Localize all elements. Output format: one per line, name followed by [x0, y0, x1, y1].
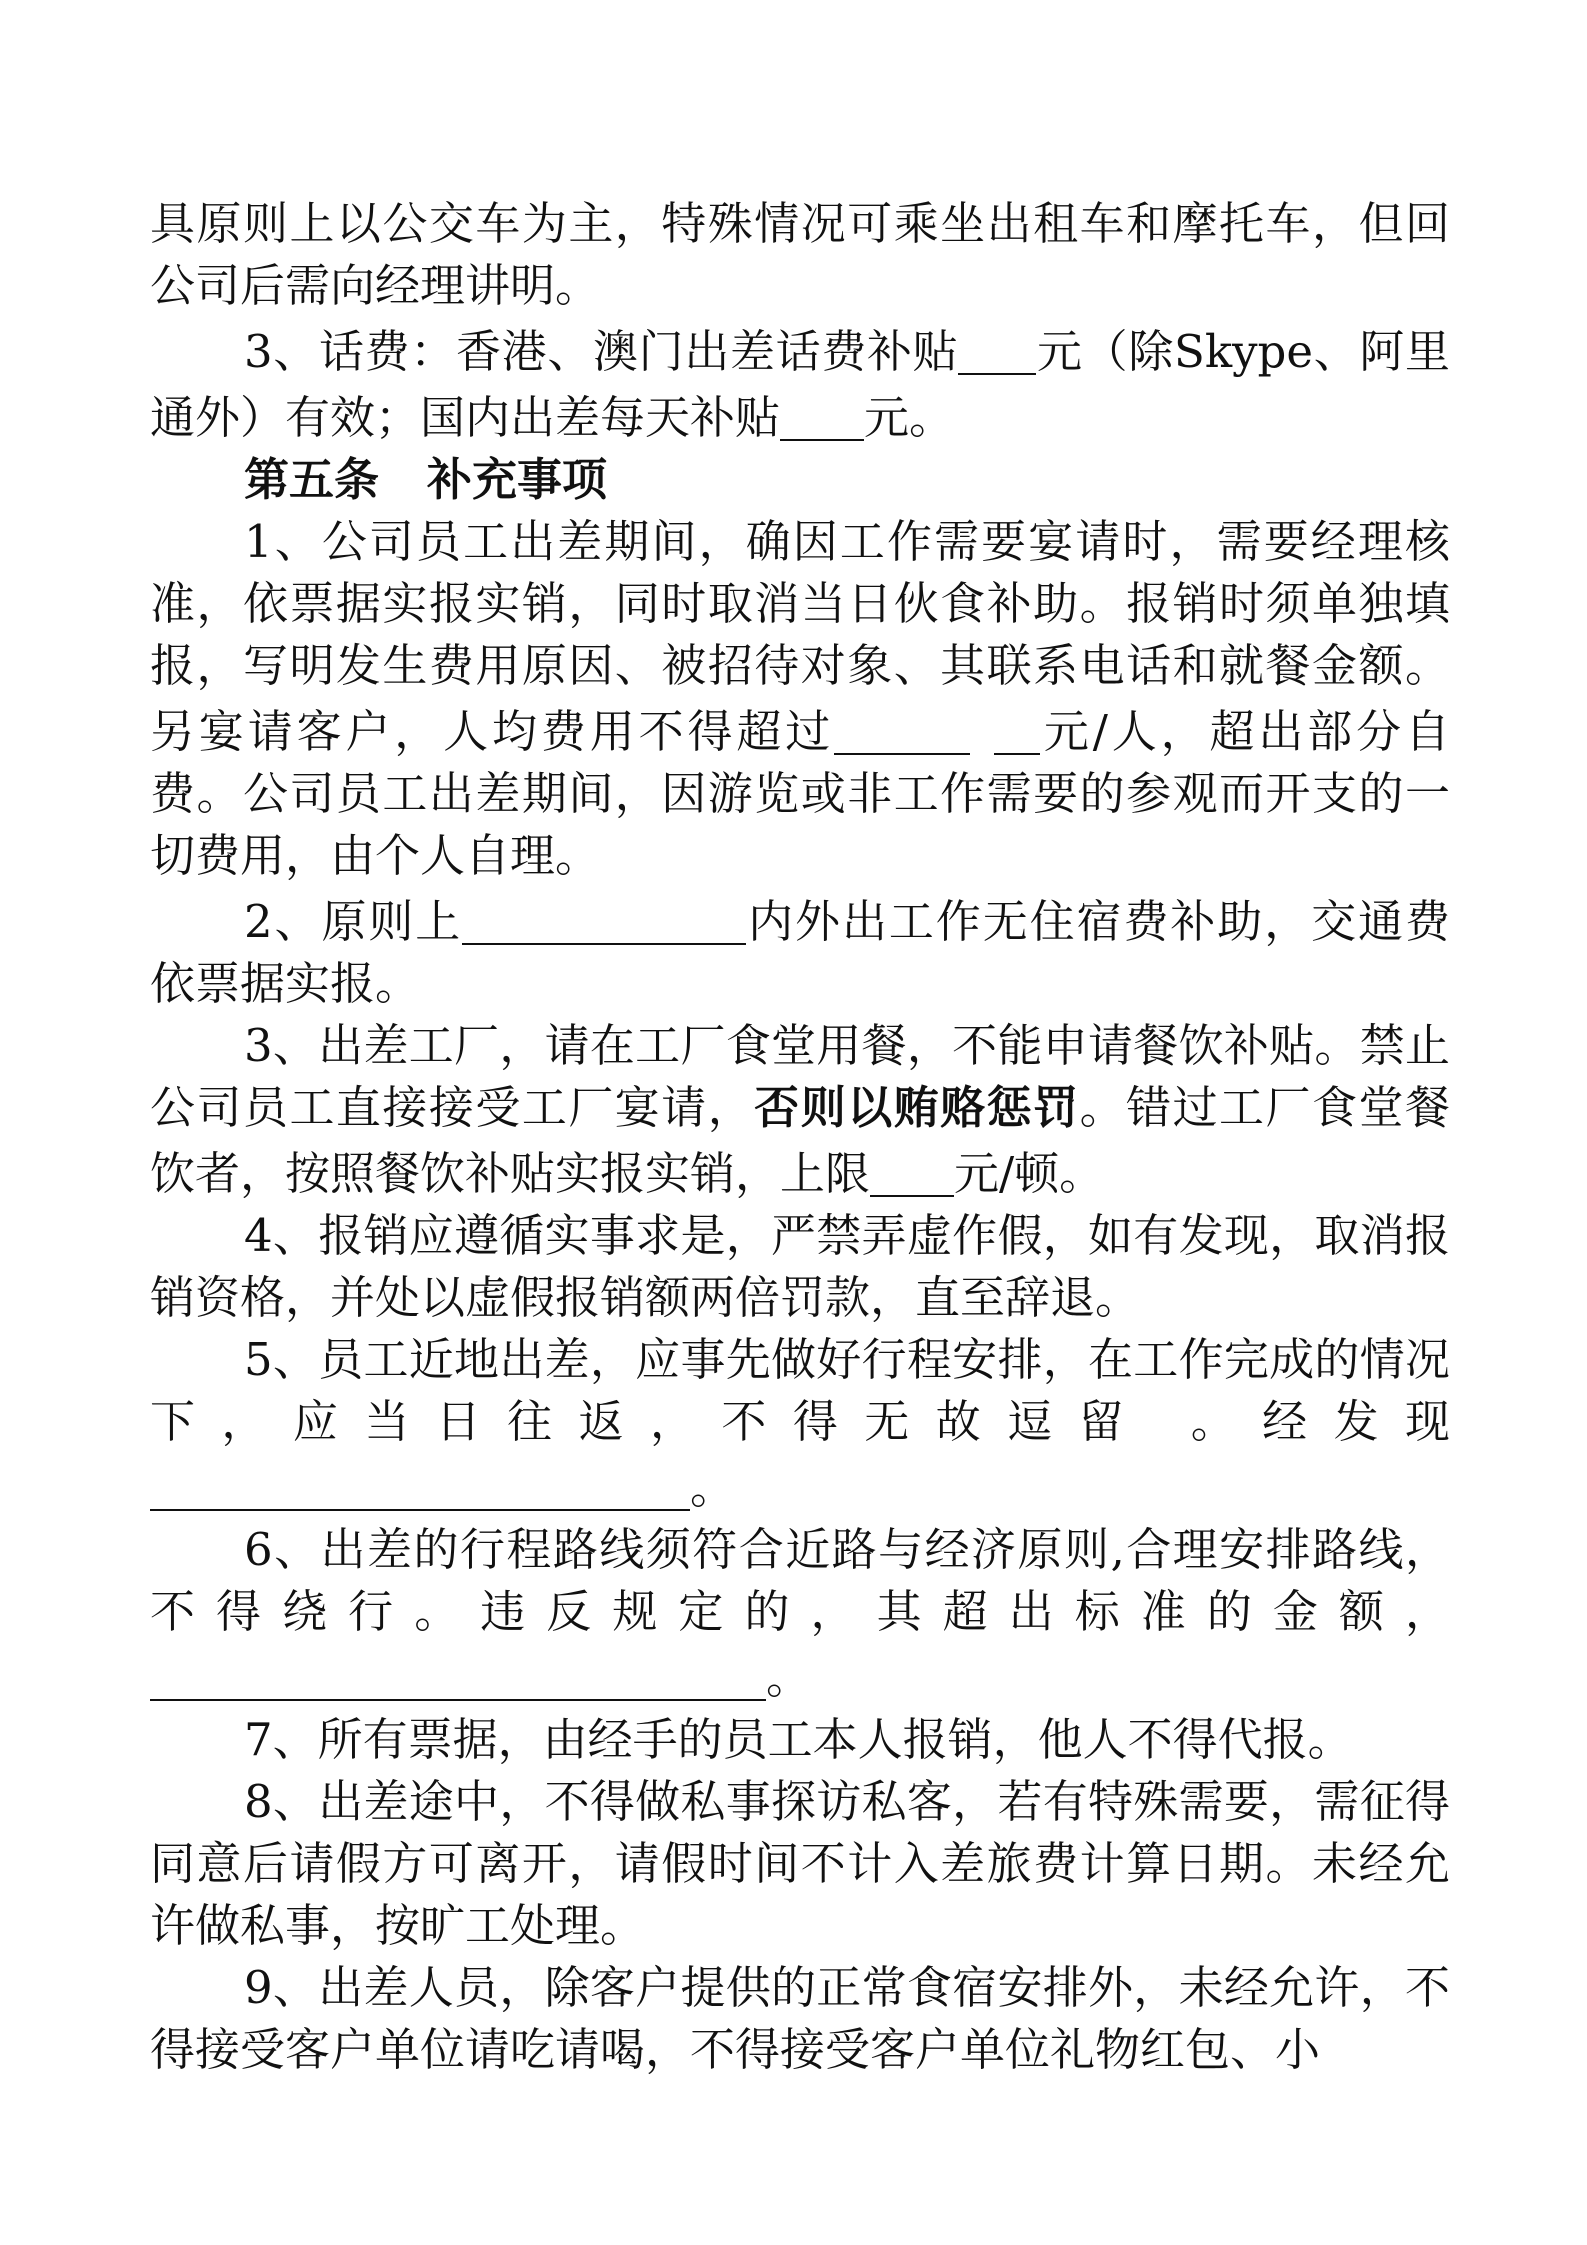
paragraph-item-4: 4、报销应遵循实事求是，严禁弄虚作假，如有发现，取消报销资格，并处以虚假报销额两倍罚款，直至辞退。 — [150, 1209, 1450, 1324]
paragraph-transport-rule: 具原则上以公交车为主，特殊情况可乘坐出租车和摩托车，但回公司后需向经理讲明。 — [150, 197, 1450, 312]
blank-line — [834, 705, 970, 755]
blank-line — [150, 1651, 766, 1701]
paragraph-item-8: 8、出差途中，不得做私事探访私客，若有特殊需要，需征得同意后请假方可离开，请假时间不计入差旅费计算日期。未经允许做私事，按旷工处理。 — [150, 1775, 1450, 1952]
blank-line — [780, 391, 864, 441]
paragraph-item-7: 7、所有票据，由经手的员工本人报销，他人不得代报。 — [244, 1713, 1353, 1766]
paragraph-phone-allowance: 3、话费：香港、澳门出差话费补贴 元（除Skype、阿里通外）有效；国内出差每天补贴 元。 — [150, 325, 1450, 444]
document-page — [150, 193, 1450, 2081]
section-heading: 第五条 补充事项 — [244, 453, 608, 506]
paragraph-item-5: 5、员工近地出差，应事先做好行程安排，在工作完成的情况下，应当日往返，不得无故逗留 。经发现。 — [150, 1333, 1450, 1514]
blank-line — [870, 1147, 954, 1197]
paragraph-item-3: 3、出差工厂，请在工厂食堂用餐，不能申请餐饮补贴。禁止公司员工直接接受工厂宴请，否则以贿赂惩罚。错过工厂食堂餐饮者，按照餐饮补贴实报实销，上限 元/顿。 — [150, 1019, 1450, 1200]
paragraph-item-9: 9、出差人员，除客户提供的正常食宿安排外，未经允许，不得接受客户单位请吃请喝，不得接受客户单位礼物红包、小 — [150, 1961, 1450, 2076]
paragraph-item-6: 6、出差的行程路线须符合近路与经济原则,合理安排路线，不得绕行。违反规定的，其超出标准的金额，。 — [150, 1523, 1450, 1704]
blank-line — [150, 1461, 690, 1511]
paragraph-item-1: 1、公司员工出差期间，确因工作需要宴请时，需要经理核准，依票据实报实销，同时取消当日伙食补助。报销时须单独填报，写明发生费用原因、被招待对象、其联系电话和就餐金额。另宴请客户，人均费用不得超过 元/人，超出部分自费。公司员工出差期间，因游览或非工作需要的参观而开支的一切费用，由个人自理。 — [150, 515, 1450, 882]
blank-line — [994, 705, 1040, 755]
blank-line — [462, 895, 746, 945]
blank-line — [958, 325, 1036, 375]
paragraph-item-2: 2、原则上 内外出工作无住宿费补助，交通费依票据实报。 — [150, 895, 1450, 1010]
